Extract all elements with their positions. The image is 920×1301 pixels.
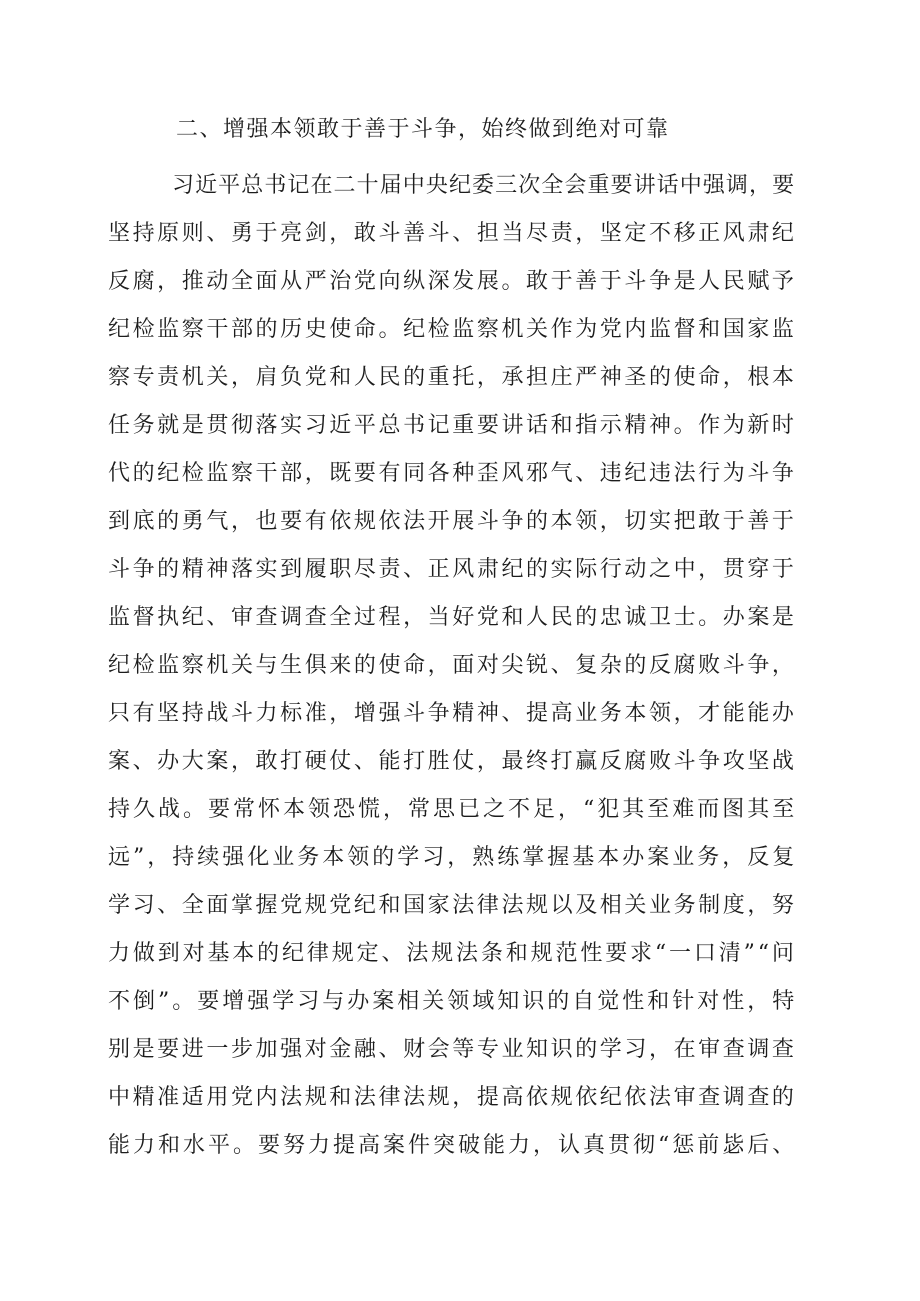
paragraph-line: 代的纪检监察干部，既要有同各种歪风邪气、违纪违法行为斗争 — [108, 461, 797, 486]
paragraph-line: 纪检监察干部的历史使命。纪检监察机关作为党内监督和国家监 — [108, 317, 797, 342]
paragraph-line: 监督执纪、审查调查全过程，当好党和人民的忠诚卫士。办案是 — [108, 605, 797, 630]
section-heading: 二、增强本领敢于善于斗争，始终做到绝对可靠 — [176, 117, 670, 142]
paragraph-line: 力做到对基本的纪律规定、法规法条和规范性要求“一口清”“问 — [108, 941, 797, 966]
paragraph-line: 习近平总书记在二十届中央纪委三次全会重要讲话中强调，要 — [172, 173, 796, 198]
paragraph-line: 察专责机关，肩负党和人民的重托，承担庄严神圣的使命，根本 — [108, 365, 797, 390]
paragraph-line: 别是要进一步加强对金融、财会等专业知识的学习，在审查调查 — [108, 1037, 797, 1062]
paragraph-line: 任务就是贯彻落实习近平总书记重要讲话和指示精神。作为新时 — [108, 413, 797, 438]
paragraph-line: 斗争的精神落实到履职尽责、正风肃纪的实际行动之中，贯穿于 — [108, 557, 797, 582]
paragraph-line: 不倒”。要增强学习与办案相关领域知识的自觉性和针对性，特 — [108, 989, 798, 1014]
paragraph-line: 案、办大案，敢打硬仗、能打胜仗，最终打赢反腐败斗争攻坚战 — [108, 749, 797, 774]
paragraph-line: 纪检监察机关与生俱来的使命，面对尖锐、复杂的反腐败斗争， — [108, 653, 797, 678]
paragraph-line: 到底的勇气，也要有依规依法开展斗争的本领，切实把敢于善于 — [108, 509, 797, 534]
paragraph-line: 反腐，推动全面从严治党向纵深发展。敢于善于斗争是人民赋予 — [108, 269, 797, 294]
paragraph-line: 远”，持续强化业务本领的学习，熟练掌握基本办案业务，反复 — [108, 845, 798, 870]
paragraph-line: 能力和水平。要努力提高案件突破能力，认真贯彻“惩前毖后、 — [108, 1133, 798, 1158]
paragraph-line: 持久战。要常怀本领恐慌，常思已之不足，“犯其至难而图其至 — [108, 797, 798, 822]
paragraph-line: 中精准适用党内法规和法律法规，提高依规依纪依法审查调查的 — [108, 1085, 797, 1110]
paragraph-line: 坚持原则、勇于亮剑，敢斗善斗、担当尽责，坚定不移正风肃纪 — [108, 221, 797, 246]
paragraph-line: 学习、全面掌握党规党纪和国家法律法规以及相关业务制度，努 — [108, 893, 797, 918]
paragraph-line: 只有坚持战斗力标准，增强斗争精神、提高业务本领，才能能办 — [108, 701, 797, 726]
